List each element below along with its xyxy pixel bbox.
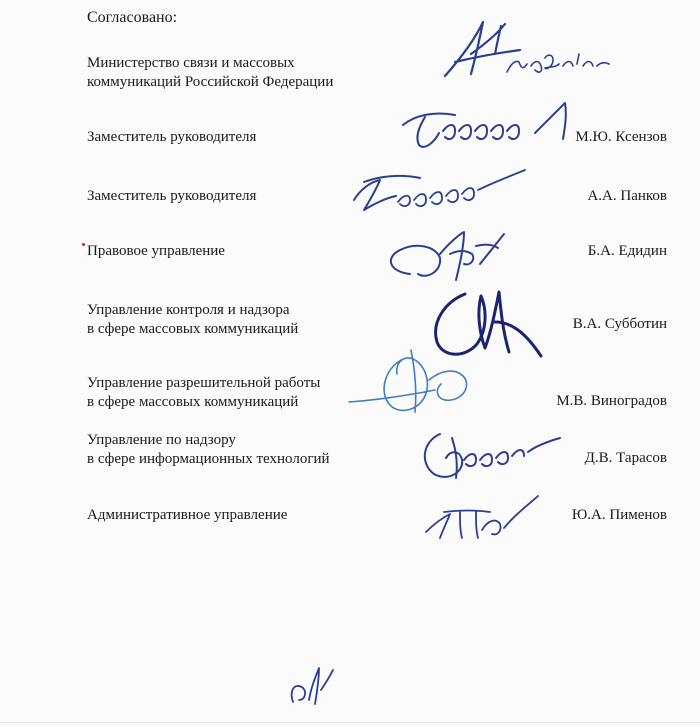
org-line: коммуникаций Российской Федерации [87,74,334,90]
initial-mark [285,660,345,710]
person-name: М.Ю. Ксензов [575,129,667,145]
signature-ministry [435,14,615,84]
approval-row-control [87,301,667,341]
org-line: Управление разрешительной работы [87,375,321,391]
org-name [87,242,347,261]
org-name [87,301,347,339]
person-name: Б.А. Едидин [587,243,667,259]
org-name [87,506,347,525]
heading: Согласовано: [87,9,178,26]
org-line: Министерство связи и массовых [87,55,295,71]
page-edge [0,722,700,723]
signature-admin [420,488,550,544]
signature-it [412,420,562,484]
approval-row-admin [87,506,667,526]
org-line: Правовое управление [87,243,225,259]
person-name: Д.В. Тарасов [584,450,667,466]
org-line: Заместитель руководителя [87,188,257,204]
org-line: Заместитель руководителя [87,129,257,145]
org-name [87,128,347,147]
org-line: в сфере массовых коммуникаций [87,321,299,337]
org-line: Управление по надзору [87,432,236,448]
approval-row-legal [87,242,667,262]
org-name [87,431,347,469]
marker-dot [82,243,85,246]
signature-permits [345,340,495,430]
signature-deputy-1 [395,95,585,155]
person-name: А.А. Панков [587,188,667,204]
person-name: В.А. Субботин [572,316,667,332]
approval-row-it [87,431,667,471]
signature-legal [380,224,530,288]
org-name [87,187,347,206]
person-name: Ю.А. Пименов [571,507,667,523]
signature-deputy-2 [340,160,540,220]
org-line: Административное управление [87,507,288,523]
person-name: М.В. Виноградов [556,393,667,409]
org-line: в сфере массовых коммуникаций [87,394,299,410]
org-line: в сфере информационных технологий [87,451,330,467]
org-line: Управление контроля и надзора [87,302,290,318]
org-name [87,54,347,92]
org-name [87,374,347,412]
